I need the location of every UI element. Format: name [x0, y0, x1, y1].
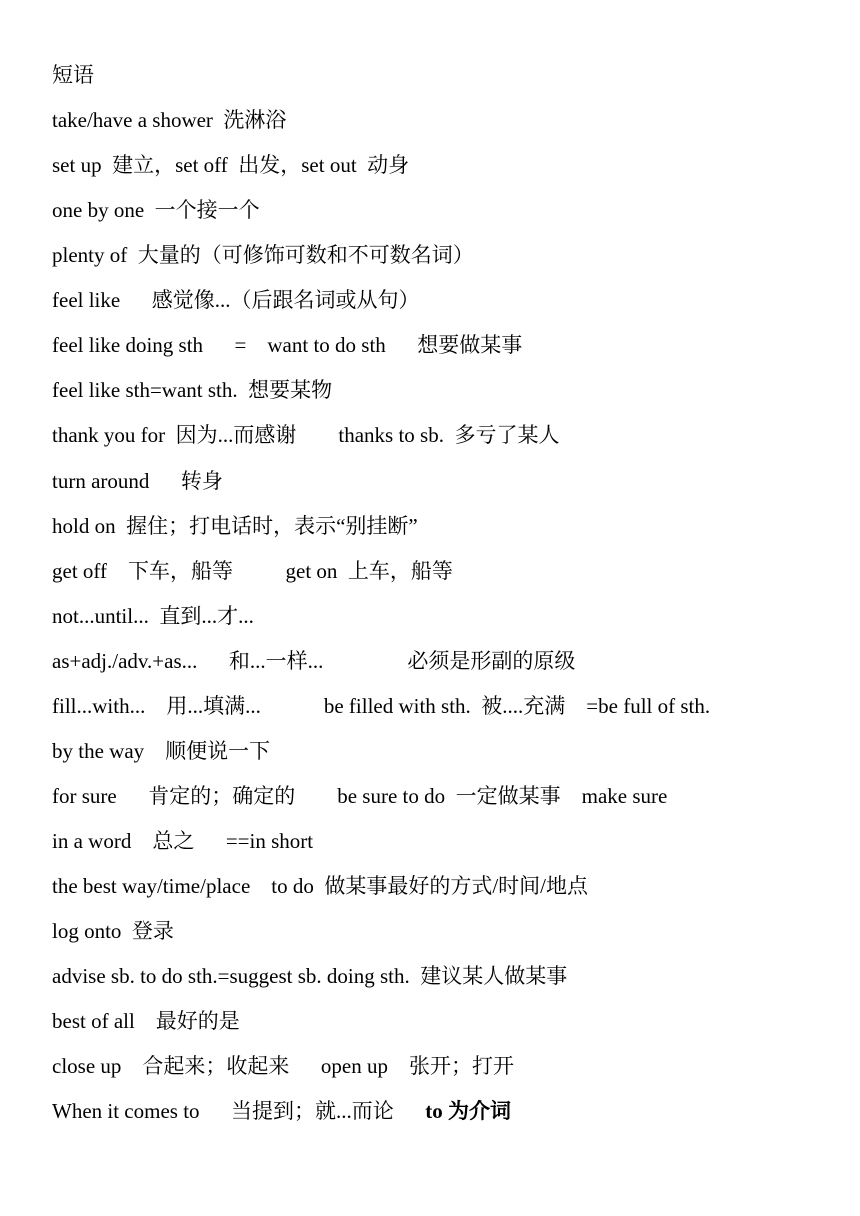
phrase-line: advise sb. to do sth.=suggest sb. doing sth. 建议某人做某事 — [52, 964, 568, 988]
phrase-line: best of all 最好的是 — [52, 1009, 240, 1033]
phrase-line: get off 下车，船等 get on 上车，船等 — [52, 559, 453, 583]
phrase-line: plenty of 大量的（可修饰可数和不可数名词） — [52, 243, 474, 267]
phrase-line: feel like doing sth = want to do sth 想要做某事 — [52, 333, 523, 357]
phrase-line-last — [52, 1096, 511, 1126]
phrase-line: for sure 肯定的；确定的 be sure to do 一定做某事 make sure — [52, 784, 668, 808]
phrase-line: as+adj./adv.+as... 和...一样... 必须是形副的原级 — [52, 649, 576, 673]
phrase-line: feel like 感觉像...（后跟名词或从句） — [52, 288, 420, 312]
phrase-line: in a word 总之 ==in short — [52, 829, 314, 853]
phrase-text: When it comes to 当提到；就...而论 — [52, 1099, 426, 1123]
phrase-line: set up 建立，set off 出发，set out 动身 — [52, 153, 410, 177]
document-title: 短语 — [52, 63, 94, 87]
phrase-line: not...until... 直到...才... — [52, 604, 254, 628]
phrase-line: one by one 一个接一个 — [52, 198, 260, 222]
phrase-line: hold on 握住；打电话时，表示“别挂断” — [52, 514, 418, 538]
phrase-line: feel like sth=want sth. 想要某物 — [52, 378, 333, 402]
phrase-line: by the way 顺便说一下 — [52, 739, 271, 763]
phrase-line: the best way/time/place to do 做某事最好的方式/时间/地点 — [52, 874, 589, 898]
phrase-line: close up 合起来；收起来 open up 张开；打开 — [52, 1054, 514, 1078]
phrase-line: take/have a shower 洗淋浴 — [52, 108, 287, 132]
phrase-line: turn around 转身 — [52, 469, 223, 493]
phrase-bold-note: to 为介词 — [425, 1099, 512, 1123]
phrase-line: log onto 登录 — [52, 919, 174, 943]
phrase-line: thank you for 因为...而感谢 thanks to sb. 多亏了某人 — [52, 423, 560, 447]
phrase-line: fill...with... 用...填满... be filled with sth. 被....充满 =be full of sth. — [52, 694, 711, 718]
